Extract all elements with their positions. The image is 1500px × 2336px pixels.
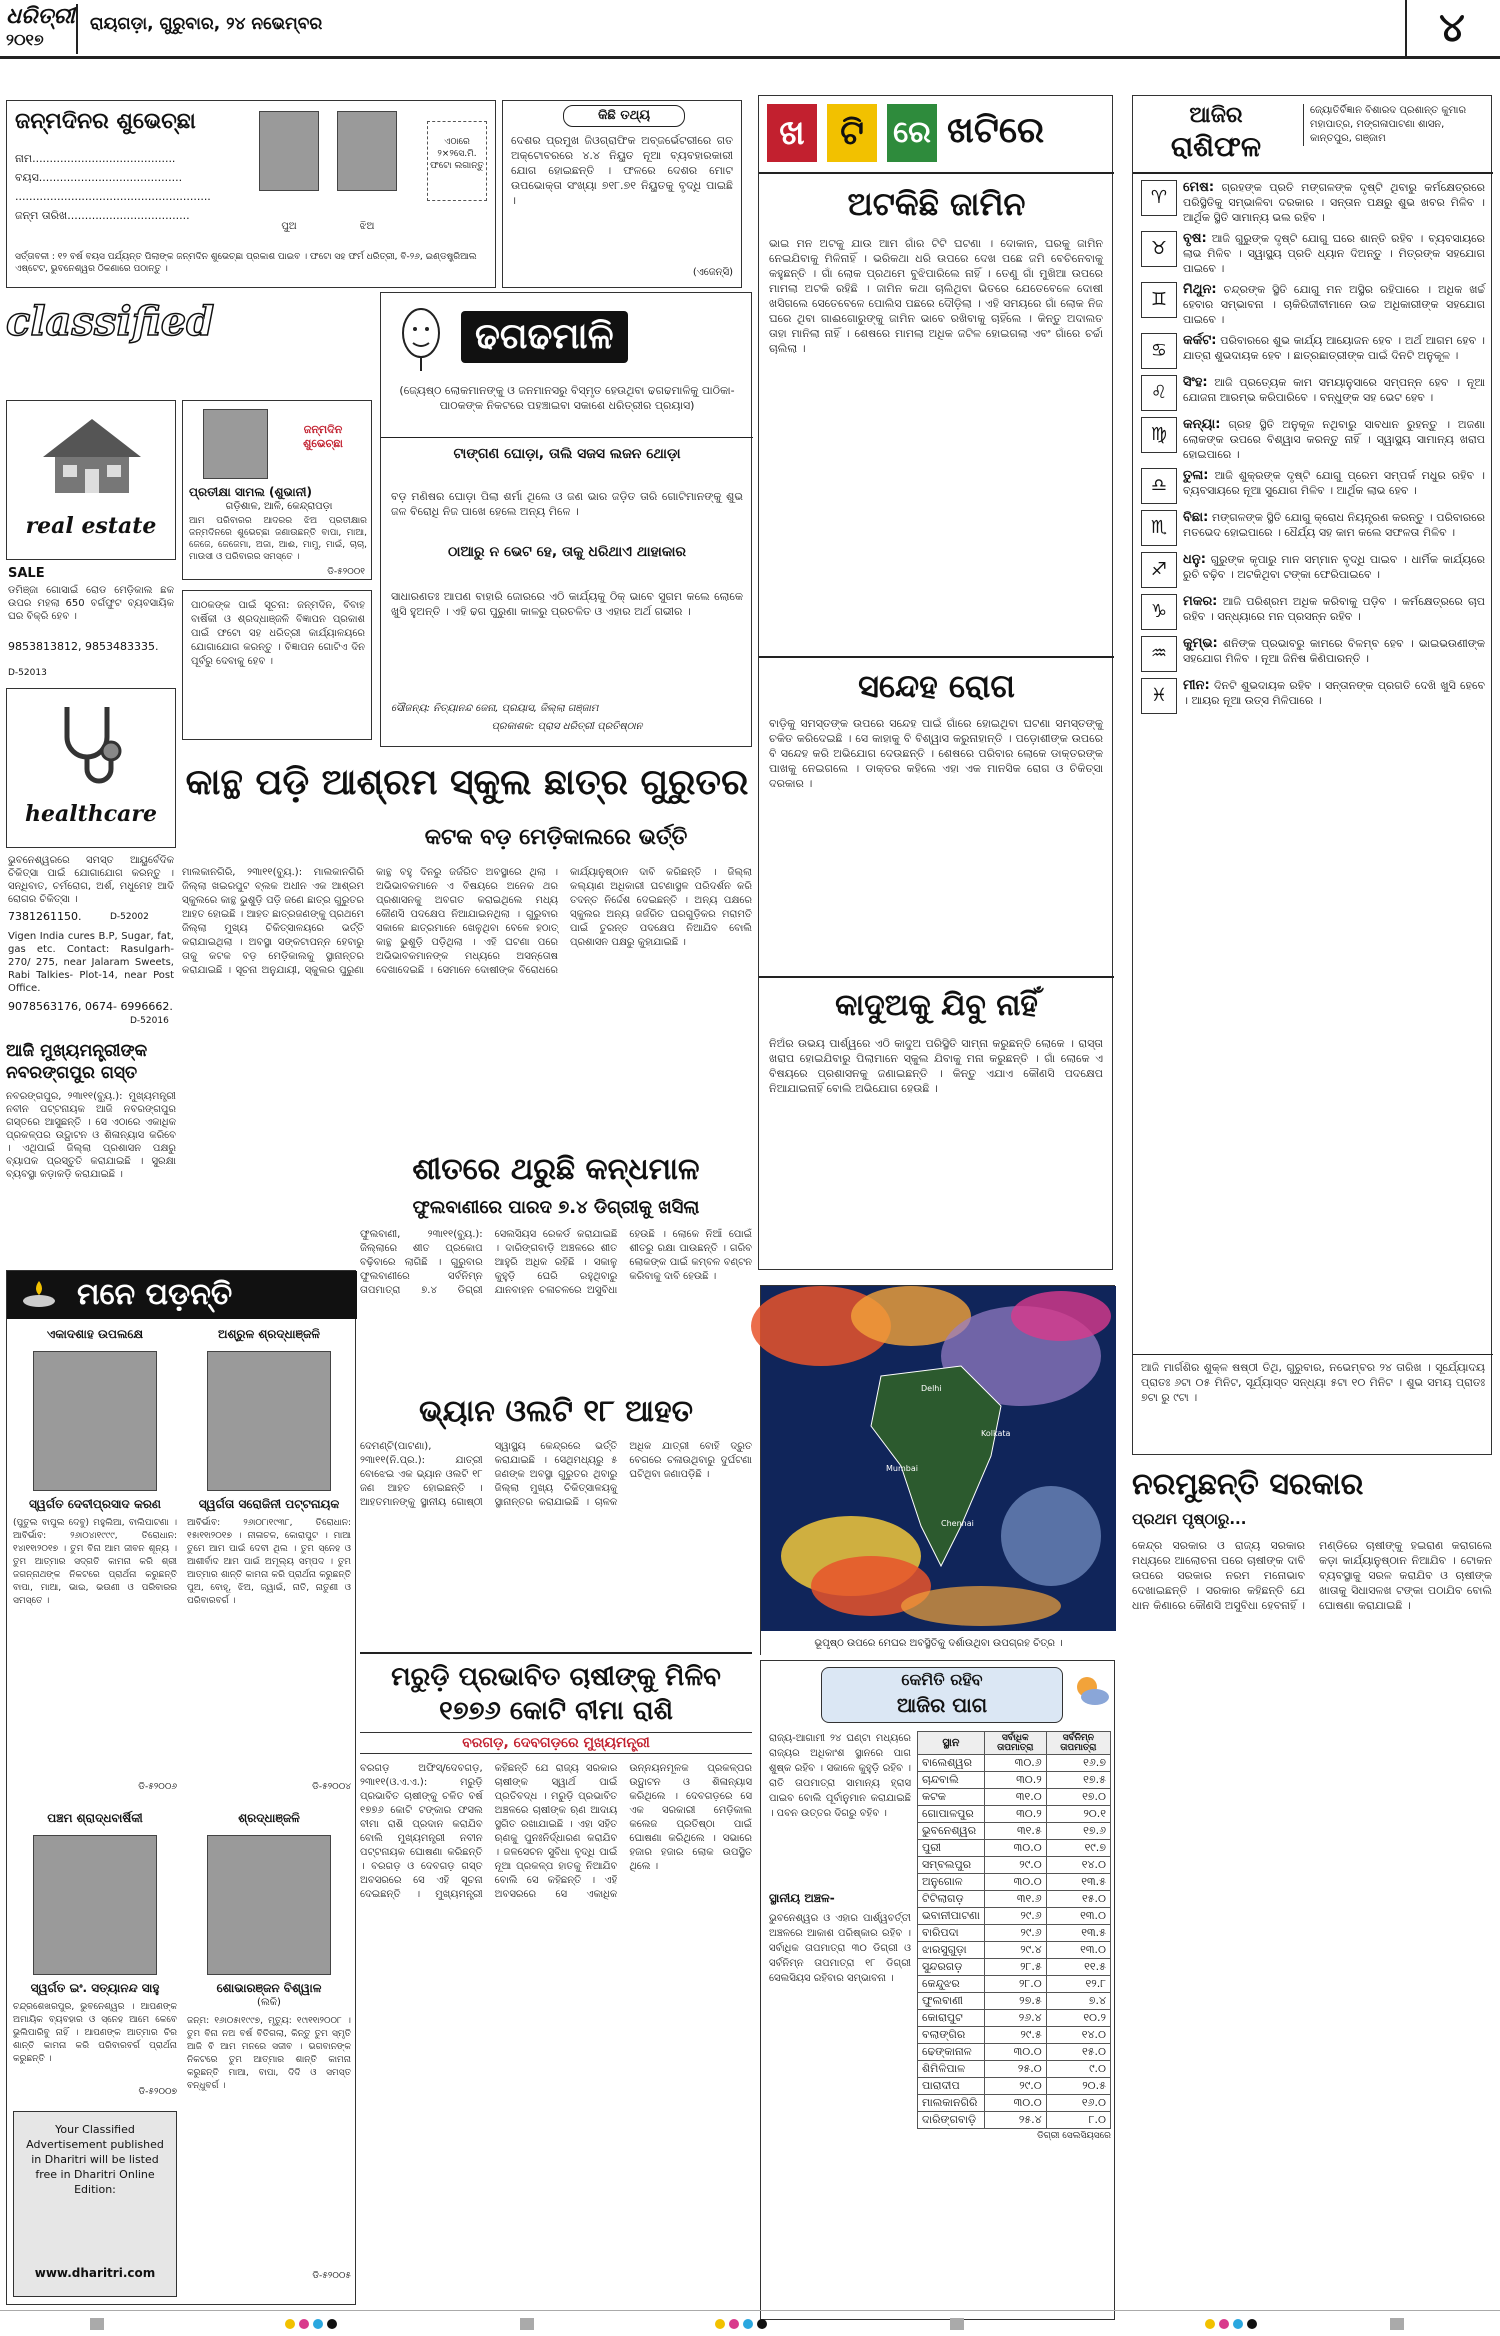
- weather-cell-place: ପୁରୀ: [918, 1840, 985, 1857]
- tile1-code: ଡି-୫୨୦୦୬: [138, 1782, 177, 1792]
- tile1-name: ସ୍ୱର୍ଗତ ଦେବୀପ୍ରସାଦ କରଣ: [28, 1497, 161, 1511]
- rashi-entry: [1141, 333, 1485, 369]
- weather-cell-max: ୩୧.୫: [984, 1823, 1046, 1840]
- dhagadhamali-face-icon: [391, 303, 451, 373]
- weather-cell-place: ସୁନ୍ଦରଗଡ଼: [918, 1959, 985, 1976]
- rashi-name: ମକର:: [1183, 594, 1218, 609]
- khati-story3-headline: କାଦୁଅକୁ ଯିବୁ ନାହିଁ: [835, 988, 1038, 1023]
- weather-cell-min: ୧୫.୦: [1046, 1891, 1110, 1908]
- rashi-entry: [1141, 636, 1485, 672]
- drought-headline: ମରୁଡ଼ି ପ୍ରଭାବିତ ଚାଷୀଙ୍କୁ ମିଳିବ ୧୭୭୬ କୋଟି ବୀମା ରାଶି: [391, 1662, 721, 1726]
- birthday-terms: ସର୍ତ୍ତାବଳୀ : ୧୨ ବର୍ଷ ବୟସ ପର୍ଯ୍ୟନ୍ତ ପିଲାଙ୍କ ଜନ୍ମଦିନ ଶୁଭେଚ୍ଛା ପ୍ରକାଶ ପାଇବ । ଫଟୋ ସହ ଫର୍ମ ଧରିତ୍ରୀ, ବି-୨୬, ଇଣ୍ଡଷ୍ଟ୍ରିଆଲ ଏଷ୍ଟେଟ, ଭୁବନେଶ୍ୱର ଠିକଣାରେ ପଠାନ୍ତୁ ।: [15, 252, 477, 274]
- weather-cell-max: ୩୦.୦: [984, 1840, 1046, 1857]
- main-body: ମାଲକାନଗିରି, ୨୩ା୧୧(ବ୍ୟୁ.): ମାଲକାନଗିରି ଜିଲ୍ଲା ଖଇରପୁଟ ବ୍ଲକ ଅଧୀନ ଏକ ଆଶ୍ରମ ସ୍କୁଲରେ କାନ୍ଥ ଭୁଶୁଡ଼ି ପଡ଼ି ଜଣେ ଛାତ୍ର ଗୁରୁତର ଆହତ ହୋଇଛି । ଆହତ ଛାତ୍ରଜଣଙ୍କୁ ପ୍ରଥମେ ଜିଲ୍ଲା ମୁଖ୍ୟ ଚିକିତ୍ସାଳୟରେ ଭର୍ତ୍ତି କରାଯାଇଥିଲା । ଅବସ୍ଥା ସଙ୍କଟାପନ୍ନ ହେବାରୁ ତାକୁ କଟକ ବଡ଼ ମେଡ଼ିକାଲକୁ ସ୍ଥାନାନ୍ତର କରାଯାଇଛି । ସୂଚନା ଅନୁଯାୟୀ, ସ୍କୁଲର ପୁରୁଣା କାନ୍ଥ ବହୁ ଦିନରୁ ଜର୍ଜରିତ ଅବସ୍ଥାରେ ଥିଲା । ଅଭିଭାବକମାନେ ଏ ବିଷୟରେ ଅନେକ ଥର ପ୍ରଶାସନକୁ ଅବଗତ କରାଇଥିଲେ ମଧ୍ୟ କୌଣସି ପଦକ୍ଷେପ ନିଆଯାଇନଥିଲା । ଗୁରୁବାର ସକାଳେ ଛାତ୍ରମାନେ ଖେଳୁଥିବା ବେଳେ ହଠାତ୍ କାନ୍ଥ ଭୁଶୁଡ଼ି ପଡ଼ିଥିଲା । ଏହି ଘଟଣା ପରେ ଅଭିଭାବକମାନଙ୍କ ମଧ୍ୟରେ ଅସନ୍ତୋଷ ଦେଖାଦେଇଛି । ସେମାନେ ଦୋଷୀଙ୍କ ବିରୋଧରେ କାର୍ଯ୍ୟାନୁଷ୍ଠାନ ଦାବି କରିଛନ୍ତି । ଜିଲ୍ଲା କଲ୍ୟାଣ ଅଧିକାରୀ ଘଟଣାସ୍ଥଳ ପରିଦର୍ଶନ କରି ତଦନ୍ତ ନିର୍ଦ୍ଦେଶ ଦେଇଛନ୍ତି । ଅନ୍ୟ ପକ୍ଷରେ ସ୍କୁଲର ଅନ୍ୟ ଜର୍ଜରିତ ଘରଗୁଡ଼ିକର ମରାମତି ପାଇଁ ତୁରନ୍ତ ପଦକ୍ଷେପ ନିଆଯିବ ବୋଲି ପ୍ରଶାସନ ପକ୍ଷରୁ କୁହାଯାଇଛି ।: [182, 867, 752, 976]
- weather-cell-max: ୩୦.୨: [984, 1772, 1046, 1789]
- weather-cell-place: ସମ୍ବଲପୁର: [918, 1857, 985, 1874]
- table-row: [918, 2112, 1111, 2129]
- weather-title-2: ଆଜିର ପାଗ: [896, 1693, 988, 1717]
- rashiphala-title-2: ରାଶିଫଳ: [1170, 130, 1262, 163]
- real-estate-label: real estate: [25, 513, 157, 539]
- weather-cell-place: ଭୁବନେଶ୍ୱର: [918, 1823, 985, 1840]
- zodiac-sign-icon: ♊: [1141, 282, 1177, 318]
- weather-cell-min: ୭.୪: [1046, 1993, 1110, 2010]
- zodiac-sign-icon: ♏: [1141, 510, 1177, 546]
- dhagadhamali-intro: (ଜ୍ୟେଷ୍ଠ ଲୋକମାନଙ୍କୁ ଓ ଜନମାନସରୁ ବିସ୍ମୃତ ହେଉଥିବା ଢଗଢମାଳିକୁ ପାଠିକା-ପାଠକଙ୍କ ନିକଟରେ ପହଞ୍ଚାଇବା ସକାଶେ ଧରିତ୍ରୀର ପ୍ରୟାସ): [399, 384, 735, 412]
- obituary-tile-1: [13, 1327, 177, 1797]
- weather-cell-place: ଶିମିଳିପାଳ: [918, 2061, 985, 2078]
- zodiac-sign-icon: ♈: [1141, 180, 1177, 216]
- table-row: [918, 1925, 1111, 1942]
- weather-cell-max: ୨୮.୦: [984, 1976, 1046, 1993]
- khati-story2-headline: ସନ୍ଦେହ ରୋଗ: [858, 667, 1015, 705]
- rashi-name: ବୃଷ:: [1183, 231, 1207, 246]
- weather-unit: ଡିଗ୍ରୀ ସେଲସିୟସରେ: [1037, 2131, 1111, 2141]
- rashiphala-astrologer: ଜ୍ୟୋତିର୍ବିଜ୍ଞାନ ବିଶାରଦ ପ୍ରଶାନ୍ତ କୁମାର ମହାପାତ୍ର, ମଙ୍ଗଳାପାଟଣା ଶାସନ, କାନ୍ତପୁର, ଗଞ୍ଜାମ: [1303, 104, 1485, 146]
- weather-cell-min: ୧୭.୦: [1046, 1789, 1110, 1806]
- tile1-photo: [33, 1351, 157, 1491]
- weather-cell-max: ୨୬.୪: [984, 2010, 1046, 2027]
- dhagadhamali-rule: [381, 437, 753, 438]
- rashi-text: ଆଜି ଗୁରୁଙ୍କ ଦୃଷ୍ଟି ଯୋଗୁ ଘରେ ଶାନ୍ତି ରହିବ । ବ୍ୟବସାୟରେ ଲାଭ ମିଳିବ । ସ୍ୱାସ୍ଥ୍ୟ ପ୍ରତି ଧ୍ୟାନ ଦିଅନ୍ତୁ । ମିତ୍ରଙ୍କ ସହଯୋଗ ପାଇବେ ।: [1183, 232, 1486, 275]
- zodiac-sign-icon: ♒: [1141, 636, 1177, 672]
- khati-letter-1: ଖ: [767, 104, 817, 162]
- khati-section: [758, 95, 1113, 1270]
- healthcare-label: healthcare: [25, 801, 157, 827]
- birthday-form: [6, 100, 496, 288]
- khati-banner: [767, 100, 1107, 166]
- weather-cell-max: ୨୯.୬: [984, 1925, 1046, 1942]
- rashiphala-title: [1141, 102, 1291, 164]
- weather-section: [760, 1660, 1115, 2320]
- weather-cell-min: ୧୩.୫: [1046, 1874, 1110, 1891]
- satellite-map: [761, 1286, 1116, 1631]
- satellite-image: [760, 1285, 1115, 1655]
- table-row: [918, 1772, 1111, 1789]
- zodiac-sign-icon: ♌: [1141, 375, 1177, 411]
- weather-cell-min: ୧୫.୦: [1046, 2044, 1110, 2061]
- weather-cell-min: ୧୬.୭: [1046, 1755, 1110, 1772]
- rashi-name: କନ୍ୟା:: [1183, 417, 1221, 432]
- weather-cell-place: ଫୁଲବାଣୀ: [918, 1993, 985, 2010]
- rashi-text: ଗୁରୁଙ୍କ କୃପାରୁ ମାନ ସମ୍ମାନ ବୃଦ୍ଧି ପାଇବ । ଧାର୍ମିକ କାର୍ଯ୍ୟରେ ରୁଚି ବଢ଼ିବ । ଅଟକିଥିବା ଟଙ୍କା ଫେରିପାଇବେ ।: [1183, 553, 1485, 581]
- field-dob: ଜନ୍ମ ତାରିଖ...................................: [15, 209, 190, 222]
- zodiac-sign-icon: ♍: [1141, 417, 1177, 453]
- rashiphala-rule: [1133, 172, 1493, 174]
- weather-cell-place: ଚାନ୍ଦବାଲି: [918, 1772, 985, 1789]
- weather-cell-max: ୨୫.୪: [984, 2112, 1046, 2129]
- house-icon: [37, 415, 147, 495]
- khati-story1-body: ଭାଇ ମନ ଅଟକୁ ଯାଉ ଆମ ଗାଁର ଟିଟି ଘଟଣା । ଦୋକାନ, ଘରକୁ ଜାମିନ ନେଇଯିବାକୁ ମିଳିନାହିଁ । ଭରିକଥା ଧରି ଉପରେ ଦେଖ ପଛେ ଜମି ବେଚିନେବାକୁ କହୁଛନ୍ତି । ଗାଁ ଲୋକ ପ୍ରଥମେ ବୁଝିପାରିଲେ ନାହିଁ । ତେଣୁ ଗାଁ ମୁଖିଆ ଉପରେ ମାମଲା ଅଟକି ରହିଛି । ଜାମିନ କଥା ଚାଲିଥିବା ଭିତରେ ଯେତେବେଳେ ଦୋଷୀ ଖସିଗଲେ ସେତେବେଳେ ପୋଲିସ ପଛରେ ଦୌଡ଼ିଲା । ଏହି ସମୟରେ ଗାଁ ଲୋକ ନିଜ ଘରେ ଥିବା ଗାଈଗୋରୁଙ୍କୁ ଜାମିନ ଭାବେ ରଖିବାକୁ ଚାହିଁଲେ । କିନ୍ତୁ ଅଦାଲତ ତାହା ମାନିଲା ନାହିଁ । ଶେଷରେ ମାମଲା ଅଧିକ ଜଟିଳ ହୋଇଗଲା ଏବଂ ଗାଁରେ ଚର୍ଚ୍ଚା ଚାଲିଲା ।: [769, 237, 1103, 355]
- narmuchhanti-headline: ନରମୁଛନ୍ତି ସରକାର: [1132, 1467, 1364, 1502]
- weather-cell-max: ୨୮.୫: [984, 1959, 1046, 1976]
- footer-rule: [0, 2310, 1500, 2311]
- weather-cell-max: ୩୧.୬: [984, 1891, 1046, 1908]
- van-body: ଦେମଣ୍ଟି(ପାଟଣା), ୨୩ା୧୧(ନି.ପ୍ର.): ଯାତ୍ରୀ ବୋଝେଇ ଏକ ଭ୍ୟାନ ଓଲଟି ୧୮ ଜଣ ଆହତ ହୋଇଛନ୍ତି । ଆହତମାନଙ୍କୁ ସ୍ଥାନୀୟ ଗୋଷ୍ଠୀ ସ୍ୱାସ୍ଥ୍ୟ କେନ୍ଦ୍ରରେ ଭର୍ତ୍ତି କରାଯାଇଛି । ସେଥିମଧ୍ୟରୁ ୫ ଜଣଙ୍କ ଅବସ୍ଥା ଗୁରୁତର ଥିବାରୁ ଜିଲ୍ଲା ମୁଖ୍ୟ ଚିକିତ୍ସାଳୟକୁ ସ୍ଥାନାନ୍ତର କରାଯାଇଛି । ଚାଳକ ଅଧିକ ଯାତ୍ରୀ ବୋହି ଦ୍ରୁତ ବେଗରେ ଚଳାଉଥିବାରୁ ଦୁର୍ଘଟଣା ଘଟିଥିବା ଜଣାପଡ଼ିଛି ।: [360, 1441, 752, 1508]
- weather-cell-place: କୋରାପୁଟ: [918, 2010, 985, 2027]
- table-row: [918, 2010, 1111, 2027]
- weather-cell-min: ୮.୦: [1046, 2112, 1110, 2129]
- birthday-ad-name: ପ୍ରତୀକ୍ଷା ସାମଲ (ଶୁଭାନୀ): [189, 485, 312, 499]
- birthday-form-fields: [15, 149, 245, 225]
- zodiac-sign-icon: ♋: [1141, 333, 1177, 369]
- table-row: [918, 1942, 1111, 1959]
- sun-cloud-icon: [1071, 1671, 1111, 1711]
- weather-cell-min: ୧୩.୫: [1046, 1925, 1110, 1942]
- table-row: [918, 1857, 1111, 1874]
- main-subhead-text: କଟକ ବଡ଼ ମେଡ଼ିକାଲରେ ଭର୍ତ୍ତି: [424, 825, 688, 850]
- rashi-name: ବିଛା:: [1183, 510, 1209, 525]
- mane-padanti-title: ମନେ ପଡ଼ନ୍ତି: [77, 1277, 233, 1312]
- weather-cell-min: ୧୬.୦: [1046, 2095, 1110, 2112]
- table-row: [918, 2078, 1111, 2095]
- weather-table: [917, 1731, 1111, 2129]
- satellite-caption: ଭୂପୃଷ୍ଠ ଉପରେ ମେଘର ଅବସ୍ଥିତିକୁ ଦର୍ଶାଉଥିବା ଉପଗ୍ରହ ଚିତ୍ର ।: [761, 1631, 1116, 1656]
- rashiphala-list: [1141, 180, 1485, 1348]
- birthday-ad-badge: ଜନ୍ମଦିନ ଶୁଭେଚ୍ଛା: [303, 423, 343, 450]
- weather-cell-max: ୩୧.୦: [984, 1789, 1046, 1806]
- rashi-entry: [1141, 180, 1485, 225]
- khati-story1-headline: ଅଟକିଛି ଜାମିନ: [847, 185, 1026, 223]
- health-ad1-phone: 7381261150.: [8, 910, 82, 923]
- zodiac-sign-icon: ♉: [1141, 231, 1177, 267]
- classified-title: classified: [6, 298, 215, 345]
- field-name: ନାମ.........................................: [15, 152, 176, 165]
- weather-cell-place: କେନ୍ଦୁଝର: [918, 1976, 985, 1993]
- khati-rule-3: [759, 976, 1114, 978]
- tile2-photo: [207, 1351, 331, 1491]
- weather-col-place: ସ୍ଥାନ: [918, 1732, 985, 1755]
- health-ad1-code: D-52002: [110, 912, 149, 922]
- sale-head: SALE: [8, 566, 45, 581]
- table-row: [918, 1959, 1111, 1976]
- rashi-name: କର୍କଟ:: [1183, 333, 1217, 348]
- cm-body: ନବରଙ୍ଗପୁର, ୨୩ା୧୧(ବ୍ୟୁ.): ମୁଖ୍ୟମନ୍ତ୍ରୀ ନବୀନ ପଟ୍ଟନାୟକ ଆଜି ନବରଙ୍ଗପୁର ଗସ୍ତରେ ଆସୁଛନ୍ତି । ସେ ଏଠାରେ ଏକାଧିକ ପ୍ରକଳ୍ପର ଉଦ୍ଘାଟନ ଓ ଶିଳାନ୍ୟାସ କରିବେ । ଏଥିପାଇଁ ଜିଲ୍ଲା ପ୍ରଶାସନ ପକ୍ଷରୁ ବ୍ୟାପକ ପ୍ରସ୍ତୁତି କରାଯାଇଛି । ସୁରକ୍ଷା ବ୍ୟବସ୍ଥା କଡ଼ାକଡ଼ି କରାଯାଇଛି ।: [6, 1091, 176, 1180]
- tile3-text: ଚନ୍ଦ୍ରଶେଖରପୁର, ଭୁବନେଶ୍ୱର । ଆପଣଙ୍କ ଅମାୟିକ ବ୍ୟବହାର ଓ ସ୍ନେହ ଆମେ କେବେ ଭୁଲିପାରିବୁ ନାହିଁ । ଆପଣଙ୍କ ଆତ୍ମାର ଚିର ଶାନ୍ତି କାମନା କରି ପରିବାରବର୍ଗ ପ୍ରାର୍ଥନା କରୁଛନ୍ତି ।: [13, 2002, 177, 2064]
- rashi-text: ଆଜି ପ୍ରତ୍ୟେକ କାମ ସମୟାନୁସାରେ ସମ୍ପନ୍ନ ହେବ । ନୂଆ ଯୋଜନା ଆରମ୍ଭ କରିପାରିବେ । ବନ୍ଧୁଙ୍କ ସହ ଭେଟ ହେବ ।: [1183, 376, 1485, 404]
- weather-title-1: କେମିତି ରହିବ: [901, 1670, 983, 1689]
- tile4-text: ଜନ୍ମ: ୧୬ା୦୫ା୧୯୯୭, ମୃତ୍ୟୁ: ୧୯ା୧୧ା୨୦୦୮ । ତୁମ ବିନା ନଅ ବର୍ଷ ବିତିଗଲା, କିନ୍ତୁ ତୁମ ସ୍ମୃତି ଆଜି ବି ଆମ ମନରେ ସଜୀବ । ଭଗବାନଙ୍କ ନିକଟରେ ତୁମ ଆତ୍ମାର ଶାନ୍ତି କାମନା କରୁଛନ୍ତି ମାଆ, ବାପା, ଦିଦି ଓ ସମସ୍ତ ବନ୍ଧୁବର୍ଗ ।: [187, 2016, 351, 2091]
- zodiac-sign-icon: ♑: [1141, 594, 1177, 630]
- dhagadhamali-credit-1: ସୌଜନ୍ୟ: ନିତ୍ୟାନନ୍ଦ ଜେନା, ପ୍ରୟାସ, ଜିଲ୍ଲା ଗଞ୍ଜାମ: [391, 703, 599, 714]
- weather-cell-place: ପାରାଦୀପ: [918, 2078, 985, 2095]
- weather-col-min: ସର୍ବନିମ୍ନ ତାପମାତ୍ରା: [1046, 1732, 1110, 1755]
- table-row: [918, 1806, 1111, 1823]
- birthday-ad-text: ଆମ ପରିବାରର ଆଦରର ଝିଅ ପ୍ରତୀକ୍ଷାର ଜନ୍ମଦିନରେ ଶୁଭେଚ୍ଛା ଜଣାଉଛନ୍ତି ବାପା, ମାଆ, ଜେଜେ, ଜେଜେମା, ଅଜା, ଆଈ, ମାମୁ, ମାଇଁ, ଚାଚା, ମାଉସୀ ଓ ପରିବାରର ସମସ୍ତେ ।: [189, 516, 367, 562]
- table-row: [918, 1789, 1111, 1806]
- facts-box: [502, 100, 742, 288]
- masthead-logo: [6, 4, 78, 54]
- sale-text: ଡମିଞ୍ଜା ଗୋସାଇଁ ରୋଡ ମେଡ଼ିକାଲ ଛକ ଉପର ମହଲା 650 ବର୍ଗଫୁଟ ବ୍ୟବସାୟିକ ଘର ବିକ୍ରି ହେବ ।: [8, 585, 174, 622]
- khati-rule-2: [759, 656, 1114, 658]
- field-age: ବୟସ.........................................: [15, 171, 183, 184]
- weather-cell-place: ଝାରସୁଗୁଡ଼ା: [918, 1942, 985, 1959]
- rashi-text: ଶନିଙ୍କ ପ୍ରଭାବରୁ କାମରେ ବିଳମ୍ବ ହେବ । ଭାଇଭଉଣୀଙ୍କ ସହଯୋଗ ମିଳିବ । ନୂଆ ଜିନିଷ କିଣିପାରନ୍ତି ।: [1183, 637, 1485, 665]
- rashi-entry: [1141, 282, 1485, 327]
- tile3-kicker: ପଞ୍ଚମ ଶ୍ରାଦ୍ଧବାର୍ଷିକୀ: [47, 1811, 143, 1825]
- cm-headline: ଆଜି ମୁଖ୍ୟମନ୍ତ୍ରୀଙ୍କ ନବରଙ୍ଗପୁର ଗସ୍ତ: [6, 1041, 148, 1083]
- weather-cell-place: ଅନୁଗୋଳ: [918, 1874, 985, 1891]
- rashi-text: ମଙ୍ଗଳଙ୍କ ସ୍ଥିତି ଯୋଗୁ କ୍ରୋଧ ନିୟନ୍ତ୍ରଣ କରନ୍ତୁ । ପରିବାରରେ ମତଭେଦ ହୋଇପାରେ । ଧୈର୍ଯ୍ୟ ସହ କାମ କଲେ ସଫଳତା ମିଳିବ ।: [1183, 511, 1485, 539]
- table-row: [918, 1874, 1111, 1891]
- photo-caption-girl: ଝିଅ: [359, 221, 375, 232]
- real-estate-ad: [6, 400, 176, 560]
- rashi-entry: [1141, 417, 1485, 462]
- lamp-icon: [19, 1279, 59, 1311]
- weather-cell-place: କଟକ: [918, 1789, 985, 1806]
- weather-cell-min: ୧୪.୦: [1046, 2027, 1110, 2044]
- weather-cell-max: ୨୯.୪: [984, 1942, 1046, 1959]
- reader-notice: [182, 590, 372, 740]
- field-extra: ........................................................: [15, 190, 211, 203]
- weather-cell-min: ୧୭.୬: [1046, 1823, 1110, 1840]
- table-row: [918, 2061, 1111, 2078]
- main-headline: କାନ୍ଥ ପଡ଼ି ଆଶ୍ରମ ସ୍କୁଲ ଛାତ୍ର ଗୁରୁତର: [185, 762, 749, 803]
- weather-cell-max: ୨୯.୦: [984, 2078, 1046, 2095]
- rashi-text: ଦିନଟି ଶୁଭଦାୟକ ରହିବ । ସନ୍ତାନଙ୍କ ପ୍ରଗତି ଦେଖି ଖୁସି ହେବେ । ଆୟର ନୂଆ ଉତ୍ସ ମିଳିପାରେ ।: [1183, 679, 1485, 707]
- tile3-photo: [33, 1835, 157, 1975]
- zodiac-sign-icon: ♓: [1141, 678, 1177, 714]
- weather-cell-min: ୧୭.୫: [1046, 1772, 1110, 1789]
- zodiac-sign-icon: ♎: [1141, 468, 1177, 504]
- logo-year: ୨୦୧୭: [6, 30, 44, 49]
- drought-body: ବରଗଡ଼ ଅଫିସ୍/ଦେବଗଡ଼, ୨୩ା୧୧(ଓ.ଏ.ଏ.): ମରୁଡ଼ି ପ୍ରଭାବିତ ଚାଷୀଙ୍କୁ ଚଳିତ ବର୍ଷ ୧୭୭୬ କୋଟି ଟଙ୍କାର ଫସଲ ବୀମା ରାଶି ପ୍ରଦାନ କରାଯିବ ବୋଲି ମୁଖ୍ୟମନ୍ତ୍ରୀ ନବୀନ ପଟ୍ଟନାୟକ ଘୋଷଣା କରିଛନ୍ତି । ବରଗଡ଼ ଓ ଦେବଗଡ଼ ଗସ୍ତ ଅବସରରେ ସେ ଏହି ସୂଚନା ଦେଇଛନ୍ତି । ମୁଖ୍ୟମନ୍ତ୍ରୀ କହିଛନ୍ତି ଯେ ରାଜ୍ୟ ସରକାର ଚାଷୀଙ୍କ ସ୍ୱାର୍ଥ ପାଇଁ ପ୍ରତିବଦ୍ଧ । ମରୁଡ଼ି ପ୍ରଭାବିତ ଅଞ୍ଚଳରେ ଚାଷୀଙ୍କ ଋଣ ଆଦାୟ ସ୍ଥଗିତ ରଖାଯାଇଛି । ଏହା ସହିତ ଋଣକୁ ପୁନଃନିର୍ଦ୍ଧାରଣ କରାଯିବ । ଜଳସେଚନ ସୁବିଧା ବୃଦ୍ଧି ପାଇଁ ନୂଆ ପ୍ରକଳ୍ପ ହାତକୁ ନିଆଯିବ ବୋଲି ସେ କହିଛନ୍ତି । ଏହି ଅବସରରେ ସେ ଏକାଧିକ ଉନ୍ନୟନମୂଳକ ପ୍ରକଳ୍ପର ଉଦ୍ଘାଟନ ଓ ଶିଳାନ୍ୟାସ କରିଥିଲେ । ଦେବଗଡ଼ରେ ସେ ଏକ ସରକାରୀ ମେଡ଼ିକାଲ କଲେଜ ପ୍ରତିଷ୍ଠା ପାଇଁ ଘୋଷଣା କରିଥିଲେ । ସଭାରେ ହଜାର ହଜାର ଲୋକ ଉପସ୍ଥିତ ଥିଲେ ।: [360, 1763, 752, 1900]
- rashi-name: ଧନୁ:: [1183, 552, 1206, 567]
- rashi-entry: [1141, 552, 1485, 588]
- birthday-ad-photo: [203, 409, 268, 479]
- tile4-kicker: ଶ୍ରଦ୍ଧାଞ୍ଜଳି: [238, 1811, 300, 1825]
- rashi-text: ପରିବାରରେ ଶୁଭ କାର୍ଯ୍ୟ ଆୟୋଜନ ହେବ । ଅର୍ଥ ଆଗମ ହେବ । ଯାତ୍ରା ଶୁଭଦାୟକ ହେବ । ଛାତ୍ରଛାତ୍ରୀଙ୍କ ପାଇଁ ଦିନଟି ଅନୁକୂଳ ।: [1183, 334, 1486, 362]
- photo-caption-boy: ପୁଅ: [281, 221, 297, 232]
- stethoscope-icon: [47, 699, 137, 789]
- facts-body: ଦେଶର ପ୍ରମୁଖ ଜିଓଗ୍ରାଫିକ ଅବ୍ଜର୍ଭେଟରୀରେ ଗତ ଅକ୍ଟୋବରରେ ୪.୪ ନିୟୁତ ନୂଆ ବ୍ୟବହାରକାରୀ ଯୋଗ ହୋଇଛନ୍ତି । ଫଳରେ ଦେଶର ମୋଟ ଉପଭୋକ୍ତା ସଂଖ୍ୟା ୭୧୮.୭୧ ନିୟୁତକୁ ବୃଦ୍ଧି ପାଇଛି ।: [511, 134, 733, 207]
- weather-cell-max: ୨୯.୦: [984, 1857, 1046, 1874]
- rashiphala-section: [1132, 95, 1492, 1455]
- weather-text-2: ଭୁବନେଶ୍ୱର ଓ ଏହାର ପାର୍ଶ୍ୱବର୍ତ୍ତୀ ଅଞ୍ଚଳରେ ଆକାଶ ପରିଷ୍କାର ରହିବ । ସର୍ବାଧିକ ତାପମାତ୍ରା ୩୦ ଡିଗ୍ରୀ ଓ ସର୍ବନିମ୍ନ ତାପମାତ୍ରା ୧୮ ଡିଗ୍ରୀ ସେଲସିୟସ ରହିବାର ସମ୍ଭାବନା ।: [769, 1913, 911, 1984]
- rashi-name: ମିଥୁନ:: [1183, 282, 1217, 297]
- weather-cell-max: ୩୦.୬: [984, 1755, 1046, 1772]
- weather-cell-max: ୩୦.୦: [984, 2044, 1046, 2061]
- rashi-name: ମୀନ:: [1183, 678, 1210, 693]
- weather-cell-place: ଟିଟିଲାଗଡ଼: [918, 1891, 985, 1908]
- tile4-name: ଶୋଭାରଞ୍ଜନ ବିଶ୍ୱାଳ: [216, 1981, 322, 1995]
- mane-padanti-header: [7, 1271, 357, 1319]
- table-row: [918, 1840, 1111, 1857]
- weather-cell-max: ୩୦.୦: [984, 1874, 1046, 1891]
- weather-cell-max: ୨୯.୬: [984, 1908, 1046, 1925]
- dhagadhamali-credit-2: ପ୍ରକାଶକ: ପ୍ରାସ ଧରିତ୍ରୀ ପ୍ରତିଷ୍ଠାନ: [491, 721, 643, 732]
- health-ad2-code: D-52016: [130, 1016, 169, 1026]
- van-headline: ଭ୍ୟାନ ଓଲଟି ୧୮ ଆହତ: [419, 1394, 693, 1429]
- rashi-entry: [1141, 510, 1485, 546]
- weather-rows: [918, 1755, 1111, 2129]
- reader-notice-text: ପାଠକଙ୍କ ପାଇଁ ସୂଚନା: ଜନ୍ମଦିନ, ବିବାହ ବାର୍ଷିକୀ ଓ ଶ୍ରଦ୍ଧାଞ୍ଜଳି ବିଜ୍ଞାପନ ପ୍ରକାଶ ପାଇଁ ଫଟୋ ସହ ଧରିତ୍ରୀ କାର୍ଯ୍ୟାଳୟରେ ଯୋଗାଯୋଗ କରନ୍ତୁ । ବିଜ୍ଞାପନ ଗୋଟିଏ ଦିନ ପୂର୍ବରୁ ଦେବାକୁ ହେବ ।: [191, 600, 365, 667]
- zodiac-sign-icon: ♐: [1141, 552, 1177, 588]
- weather-col-max: ସର୍ବାଧିକ ତାପମାତ୍ରା: [984, 1732, 1046, 1755]
- rashiphala-footer-rule: [1133, 1354, 1493, 1355]
- rashi-entry: [1141, 594, 1485, 630]
- registration-marks: [0, 2316, 1500, 2332]
- weather-cell-max: ୩୦.୨: [984, 1806, 1046, 1823]
- rashi-entry: [1141, 678, 1485, 714]
- facts-source: (ଏଜେନ୍ସି): [692, 267, 733, 278]
- weather-cell-min: ୧୩.୦: [1046, 1942, 1110, 1959]
- dhaga2-body: ସାଧାରଣତଃ ଆପଣ ବାହାରି ଜୋରରେ ଏଠି କାର୍ଯ୍ୟକୁ ଠିକ୍ ଭାବେ ସୁଗମ କଲେ ଲୋକେ ଖୁସି ହୁଅନ୍ତି । ଏହି ଢଗ ପୁରୁଣା କାଳରୁ ପ୍ରଚଳିତ ଓ ଏହାର ଅର୍ଥ ଗଭୀର ।: [391, 590, 743, 618]
- facts-title: କିଛି ତଥ୍ୟ: [563, 105, 685, 127]
- weather-cell-min: ୧୯.୭: [1046, 1840, 1110, 1857]
- weather-cell-place: ବାଲେଶ୍ୱର: [918, 1755, 985, 1772]
- tile3-name: ସ୍ୱର୍ଗତ ଇଂ. ସତ୍ୟାନନ୍ଦ ସାହୁ: [30, 1981, 160, 1995]
- table-row: [918, 2027, 1111, 2044]
- tile1-text: (ପୁତୁଲ ବାପୁଲ ଦେବୁ) ମହୁଲିଆ, ବାଲିପାଟଣା । ଆବିର୍ଭାବ: ୨୬ା୦୪ା୧୯୯୯, ତିରୋଧାନ: ୧୪ା୧୧ା୨୦୧୭ । ତୁମ ବିନା ଆମ ଜୀବନ ଶୂନ୍ୟ । ତୁମ ଆତ୍ମାର ସଦ୍ଗତି କାମନା କରି ଶ୍ରୀ ଜଗନ୍ନାଥଙ୍କ ନିକଟରେ ପ୍ରାର୍ଥନା କରୁଛନ୍ତି ବାପା, ମାଆ, ଭାଇ, ଭଉଣୀ ଓ ପରିବାରର ସମସ୍ତେ ।: [13, 1518, 177, 1606]
- tile4-name-sub: (ଲକି): [257, 1997, 281, 2008]
- tile3-code: ଡି-୫୨୦୦୭: [138, 2087, 177, 2097]
- weather-cell-min: ୯.୦: [1046, 2061, 1110, 2078]
- main-subhead: [360, 818, 752, 858]
- tile4-photo: [207, 1835, 331, 1975]
- birthday-ad-place: ଗଡ଼ିଶାଳ, ଆଳି, କେନ୍ଦ୍ରାପଡ଼ା: [225, 501, 333, 512]
- khati-story3-body: ନିଅଁର ଉଭୟ ପାର୍ଶ୍ୱରେ ଏଠି କାଦୁଅ ପରିସ୍ଥିତି ସାମ୍ନା କରୁଛନ୍ତି ଲୋକେ । ରାସ୍ତା ଖରାପ ହୋଇଯିବାରୁ ପିଲାମାନେ ସ୍କୁଲ ଯିବାକୁ ମନା କରୁଛନ୍ତି । ଗାଁ ଲୋକେ ଏ ବିଷୟରେ ପ୍ରଶାସନକୁ ଜଣାଇଛନ୍ତି । କିନ୍ତୁ ଏଯାଏ କୌଣସି ପଦକ୍ଷେପ ନିଆଯାଇନାହିଁ ବୋଲି ଅଭିଯୋଗ ହେଉଛି ।: [769, 1037, 1103, 1095]
- photo-boy: [259, 111, 319, 191]
- weather-subhead: ସ୍ଥାନୀୟ ଅଞ୍ଚଳ-: [769, 1891, 835, 1905]
- weather-cell-place: ଭବାନୀପାଟଣା: [918, 1908, 985, 1925]
- rashi-text: ଆଜି ଶୁକ୍ରଙ୍କ ଦୃଷ୍ଟି ଯୋଗୁ ପ୍ରେମ ସମ୍ପର୍କ ମଧୁର ରହିବ । ବ୍ୟବସାୟରେ ନୂଆ ସୁଯୋଗ ମିଳିବ । ଆର୍ଥିକ ଲାଭ ହେବ ।: [1183, 469, 1485, 497]
- rashi-text: ଗ୍ରହଙ୍କ ପ୍ରତି ମଙ୍ଗଳଙ୍କ ଦୃଷ୍ଟି ଥିବାରୁ କର୍ମକ୍ଷେତ୍ରରେ ପରିସ୍ଥିତିକୁ ସମ୍ଭାଳିବା ଦରକାର । ସନ୍ତାନ ପକ୍ଷରୁ ଶୁଭ ଖବର ମିଳିବ । ଆର୍ଥିକ ସ୍ଥିତି ସାମାନ୍ୟ ଭଲ ରହିବ ।: [1183, 181, 1485, 224]
- rashi-entry: [1141, 375, 1485, 411]
- cold-subhead: ଫୁଲବାଣୀରେ ପାରଦ ୭.୪ ଡିଗ୍ରୀକୁ ଖସିଲା: [412, 1197, 700, 1218]
- masthead: [0, 0, 1500, 60]
- narmuchhanti-body: କେନ୍ଦ୍ର ସରକାର ଓ ରାଜ୍ୟ ସରକାର ମଧ୍ୟରେ ଆଲୋଚନା ପରେ ଚାଷୀଙ୍କ ଦାବି ଉପରେ ସରକାର ନରମ ମନୋଭାବ ଦେଖାଇଛନ୍ତି । ସରକାର କହିଛନ୍ତି ଯେ ଧାନ କିଣାରେ କୌଣସି ଅସୁବିଧା ହେବନାହିଁ । ମଣ୍ଡିରେ ଚାଷୀଙ୍କୁ ହଇରାଣ କରାଗଲେ କଡ଼ା କାର୍ଯ୍ୟାନୁଷ୍ଠାନ ନିଆଯିବ । ଟୋକନ ବ୍ୟବସ୍ଥାକୁ ସରଳ କରାଯିବ ଓ ଚାଷୀଙ୍କ ଖାତାକୁ ସିଧାସଳଖ ଟଙ୍କା ପଠାଯିବ ବୋଲି ଘୋଷଣା କରାଯାଇଛି ।: [1132, 1539, 1492, 1612]
- rashi-text: ଗ୍ରହ ସ୍ଥିତି ଅନୁକୂଳ ନଥିବାରୁ ସାବଧାନ ରୁହନ୍ତୁ । ଅଜଣା ଲୋକଙ୍କ ଉପରେ ବିଶ୍ୱାସ କରନ୍ତୁ ନାହିଁ । ସ୍ୱାସ୍ଥ୍ୟ ସାମାନ୍ୟ ଖରାପ ହୋଇପାରେ ।: [1183, 418, 1486, 461]
- rashi-name: ସିଂହ:: [1183, 375, 1208, 390]
- sale-code: D-52013: [8, 668, 47, 678]
- table-row: [918, 1891, 1111, 1908]
- khati-banner-tail: ଖଟିରେ: [947, 110, 1045, 151]
- tile2-text: ଆବିର୍ଭାବ: ୨୬ା୦୮ା୧୯୩୮, ତିରୋଧାନ: ୧୫ା୧୧ା୨୦୧୭ । ନୀଳାଚଳ, କୋରାପୁଟ । ମାଆ ତୁମେ ଆମ ପାଇଁ ଦେବୀ ଥିଲ । ତୁମ ସ୍ନେହ ଓ ଆଶୀର୍ବାଦ ଆମ ପାଇଁ ଅମୂଲ୍ୟ ସମ୍ପଦ । ତୁମ ଆତ୍ମାର ଶାନ୍ତି କାମନା କରି ପ୍ରାର୍ଥନା କରୁଛନ୍ତି ପୁଅ, ବୋହୂ, ଝିଅ, ଜ୍ୱାଇଁ, ନାତି, ନାତୁଣୀ ଓ ପରିବାରବର୍ଗ ।: [187, 1518, 351, 1606]
- weather-cell-min: ୧୦.୨: [1046, 2010, 1110, 2027]
- classified-online-box: [13, 2111, 177, 2297]
- map-label-delhi: Delhi: [921, 1384, 942, 1393]
- rashi-text: ଆଜି ପରିଶ୍ରମ ଅଧିକ କରିବାକୁ ପଡ଼ିବ । କର୍ମକ୍ଷେତ୍ରରେ ଚାପ ରହିବ । ସନ୍ଧ୍ୟାରେ ମନ ପ୍ରସନ୍ନ ରହିବ ।: [1183, 595, 1486, 623]
- tile4-code: ଡି-୫୨୦୦୫: [312, 2271, 351, 2281]
- rashi-name: ତୁଳା:: [1183, 468, 1209, 483]
- rashi-name: କୁମ୍ଭ:: [1183, 636, 1218, 651]
- rashi-entry: [1141, 468, 1485, 504]
- tile2-name: ସ୍ୱର୍ଗତା ସରୋଜିନୀ ପଟ୍ଟନାୟକ: [198, 1497, 340, 1511]
- weather-cell-min: ୧୪.୦: [1046, 1857, 1110, 1874]
- classified-online-url[interactable]: www.dharitri.com: [34, 2266, 156, 2280]
- birthday-ad: [182, 400, 372, 580]
- health-ad2-phone: 9078563176, 0674- 6996662.: [8, 1000, 173, 1013]
- tile1-kicker: ଏକାଦଶାହ ଉପଲକ୍ଷେ: [46, 1327, 144, 1341]
- rashiphala-footer: ଆଜି ମାର୍ଗଶିର ଶୁକ୍ଳ ଷଷ୍ଠୀ ତିଥି, ଗୁରୁବାର, ନଭେମ୍ବର ୨୪ ତାରିଖ । ସୂର୍ଯ୍ୟୋଦୟ ପ୍ରାତଃ ୬ଟା ୦୫ ମିନିଟ, ସୂର୍ଯ୍ୟାସ୍ତ ସନ୍ଧ୍ୟା ୫ଟା ୧୦ ମିନିଟ । ଶୁଭ ସମୟ ପ୍ରାତଃ ୭ଟା ରୁ ୯ଟା ।: [1141, 1361, 1485, 1404]
- classified-online-text: Your Classified Advertisement published in Dharitri will be listed free in Dharitri Online Edition:: [26, 2123, 164, 2196]
- weather-cell-max: ୨୯.୫: [984, 2027, 1046, 2044]
- mane-padanti-section: [6, 1270, 356, 2305]
- weather-cell-min: ୧୩.୦: [1046, 1908, 1110, 1925]
- table-row: [918, 1908, 1111, 1925]
- weather-cell-place: ଢେଙ୍କାନାଳ: [918, 2044, 985, 2061]
- tile2-kicker: ଅଶ୍ରୁଳ ଶ୍ରଦ୍ଧାଞ୍ଜଳି: [218, 1327, 320, 1341]
- rashi-entry: [1141, 231, 1485, 276]
- drought-strap: ବରଗଡ଼, ଦେବଗଡ଼ରେ ମୁଖ୍ୟମନ୍ତ୍ରୀ: [360, 1732, 752, 1754]
- table-row: [918, 1823, 1111, 1840]
- healthcare-ad: [6, 688, 176, 848]
- table-row: [918, 2095, 1111, 2112]
- rashiphala-title-1: ଆଜିର: [1189, 103, 1243, 128]
- masthead-rule: [0, 56, 1500, 59]
- weather-cell-place: ବଲାଙ୍ଗିର: [918, 2027, 985, 2044]
- table-row: [918, 1993, 1111, 2010]
- dhaga2-headline: ଠାଆରୁ ନ ଭେଟ ହେ, ତାକୁ ଧରିଥାଏ ଥାହାକାର: [447, 544, 687, 560]
- rashi-text: ଚନ୍ଦ୍ରଙ୍କ ସ୍ଥିତି ଯୋଗୁ ମନ ଅସ୍ଥିର ରହିପାରେ । ଅଧିକ ଖର୍ଚ୍ଚ ହେବାର ସମ୍ଭାବନା । ଚାକିରିଜୀବୀମାନେ ଉଚ୍ଚ ଅଧିକାରୀଙ୍କ ସହଯୋଗ ପାଇବେ ।: [1183, 283, 1485, 326]
- weather-cell-max: ୨୫.୦: [984, 2061, 1046, 2078]
- weather-cell-min: ୧୨.୮: [1046, 1976, 1110, 1993]
- table-row: [918, 2044, 1111, 2061]
- weather-text: ରାଜ୍ୟ-ଆଗାମୀ ୨୪ ଘଣ୍ଟା ମଧ୍ୟରେ ରାଜ୍ୟର ଅଧିକାଂଶ ସ୍ଥାନରେ ପାଗ ଶୁଷ୍କ ରହିବ । ସକାଳେ କୁହୁଡ଼ି ରହିବ । ରାତି ତାପମାତ୍ରା ସାମାନ୍ୟ ହ୍ରାସ ପାଇବ ବୋଲି ପୂର୍ବାନୁମାନ କରାଯାଇଛି । ପବନ ଉତ୍ତର ଦିଗରୁ ବହିବ ।: [769, 1733, 911, 1819]
- tile2-code: ଡି-୫୨୦୦୪: [312, 1782, 351, 1792]
- weather-table-wrap: [917, 1731, 1111, 2141]
- birthday-form-title: ଜନ୍ମଦିନର ଶୁଭେଚ୍ଛା: [15, 109, 196, 134]
- logo-name: ଧରିତ୍ରୀ: [6, 4, 75, 29]
- cold-headline: ଶୀତରେ ଥରୁଛି କନ୍ଧମାଳ: [412, 1152, 700, 1187]
- weather-cell-place: ମାଲକାନଗିରି: [918, 2095, 985, 2112]
- weather-cell-min: ୧୧.୫: [1046, 1959, 1110, 1976]
- page-number: ୪: [1405, 0, 1497, 56]
- sale-phone: 9853813812, 9853483335.: [8, 640, 159, 653]
- dhaga1-headline: ଟାଙ୍ଗଣ ଘୋଡ଼ା, ତାଲି ସଜସ ଲଜନ ଥୋଡ଼ା: [453, 446, 681, 462]
- table-row: [918, 1976, 1111, 1993]
- dhaga1-body: ବଡ଼ ମଣିଷର ଘୋଡ଼ା ପିଲା ଶର୍ମା ଥିଲେ ଓ ଜଣ ଭାର ଜଡ଼ିତ ତାରି ଗୋଟିମାନଙ୍କୁ ଶୁଭ ଜଳ ବିରୋଧି ନିଜ ପାଖେ ହେଲେ ଅନ୍ୟ ମିଳେ ।: [391, 490, 743, 518]
- khati-letter-2: ଟି: [827, 104, 877, 162]
- map-label-chennai: Chennai: [941, 1519, 974, 1528]
- birthday-ad-code: ଡି-୫୨୦୦୧: [327, 567, 365, 577]
- map-label-kolkata: Kolkata: [981, 1429, 1011, 1438]
- dateline: ରାୟଗଡ଼ା, ଗୁରୁବାର, ୨୪ ନଭେମ୍ବର: [90, 14, 323, 34]
- weather-cell-max: ୨୭.୫: [984, 1993, 1046, 2010]
- khati-rule-1: [759, 172, 1114, 174]
- khati-letter-3: ରେ: [887, 104, 937, 162]
- health-ad2-text: Vigen India cures B.P, Sugar, fat, gas etc. Contact: Rasulgarh- 270/ 275, near Jalaram Sweets, Rabi Talkies- Plot-14, near Post Office.: [8, 931, 174, 994]
- weather-title: [821, 1667, 1063, 1723]
- weather-cell-place: ଗୋପାଳପୁର: [918, 1806, 985, 1823]
- narmuchhanti-kicker: ପ୍ରଥମ ପୃଷ୍ଠାରୁ...: [1132, 1510, 1247, 1528]
- photo-slot-note: ଏଠାରେ ୨×୨ସେ.ମି. ଫଟୋ ଲଗାନ୍ତୁ: [427, 121, 487, 201]
- cold-body: ଫୁଲବାଣୀ, ୨୩ା୧୧(ବ୍ୟୁ.): ଜିଲ୍ଲାରେ ଶୀତ ପ୍ରକୋପ ବଢ଼ିବାରେ ଲାଗିଛି । ଗୁରୁବାର ଫୁଲବାଣୀରେ ସର୍ବନିମ୍ନ ତାପମାତ୍ରା ୭.୪ ଡିଗ୍ରୀ ସେଲସିୟସ ରେକର୍ଡ କରାଯାଇଛି । ଦାରିଙ୍ଗବାଡ଼ି ଅଞ୍ଚଳରେ ଶୀତ ଆହୁରି ଅଧିକ ରହିଛି । ସକାଳୁ କୁହୁଡ଼ି ଘେରି ରହୁଥିବାରୁ ଯାନବାହନ ଚଳାଚଳରେ ଅସୁବିଧା ହେଉଛି । ଲୋକେ ନିଆଁ ପୋଇଁ ଶୀତରୁ ରକ୍ଷା ପାଉଛନ୍ତି । ଗରିବ ଲୋକଙ୍କ ପାଇଁ କମ୍ବଳ ବଣ୍ଟନ କରିବାକୁ ଦାବି ହେଉଛି ।: [360, 1229, 752, 1296]
- weather-cell-min: ୨୦.୫: [1046, 2078, 1110, 2095]
- obituary-tile-4: [187, 1811, 351, 2291]
- rashi-name: ମେଷ:: [1183, 180, 1215, 195]
- weather-cell-place: ବାରିପଦା: [918, 1925, 985, 1942]
- dhagadhamali-section: [380, 292, 752, 747]
- dhagadhamali-title: ଢଗଢମାଳି: [461, 311, 628, 363]
- map-label-mumbai: Mumbai: [886, 1464, 918, 1473]
- weather-cell-min: ୨୦.୧: [1046, 1806, 1110, 1823]
- photo-girl: [337, 111, 397, 191]
- obituary-tile-2: [187, 1327, 351, 1797]
- table-row: [918, 1755, 1111, 1772]
- weather-cell-place: ଦାରିଙ୍ଗବାଡ଼ି: [918, 2112, 985, 2129]
- health-ad1-text: ଭୁବନେଶ୍ୱରରେ ସମସ୍ତ ଆୟୁର୍ବେଦିକ ଚିକିତ୍ସା ପାଇଁ ଯୋଗାଯୋଗ କରନ୍ତୁ । ସନ୍ଧିବାତ, ଚର୍ମରୋଗ, ଅର୍ଶ, ମଧୁମେହ ଆଦି ରୋଗର ଚିକିତ୍ସା ।: [8, 855, 174, 905]
- drought-rule: [360, 1652, 752, 1654]
- weather-cell-max: ୩୦.୦: [984, 2095, 1046, 2112]
- khati-story2-body: ବାଡ଼ିକୁ ସମସ୍ତଙ୍କ ଉପରେ ସନ୍ଦେହ ପାଇଁ ଗାଁରେ ହୋଇଥିବା ଘଟଣା ସମସ୍ତଙ୍କୁ ଚକିତ କରିଦେଇଛି । ସେ କାହାକୁ ବି ବିଶ୍ୱାସ କରୁନାହାନ୍ତି । ପଡ଼ୋଶୀଙ୍କ ଉପରେ ବି ସନ୍ଦେହ କରି ଅଭିଯୋଗ ଦେଉଛନ୍ତି । ଶେଷରେ ପରିବାର ଲୋକେ ଡାକ୍ତରଙ୍କ ପାଖକୁ ନେଇଗଲେ । ଡାକ୍ତର କହିଲେ ଏହା ଏକ ମାନସିକ ରୋଗ ଓ ଚିକିତ୍ସା ଦରକାର ।: [769, 717, 1103, 790]
